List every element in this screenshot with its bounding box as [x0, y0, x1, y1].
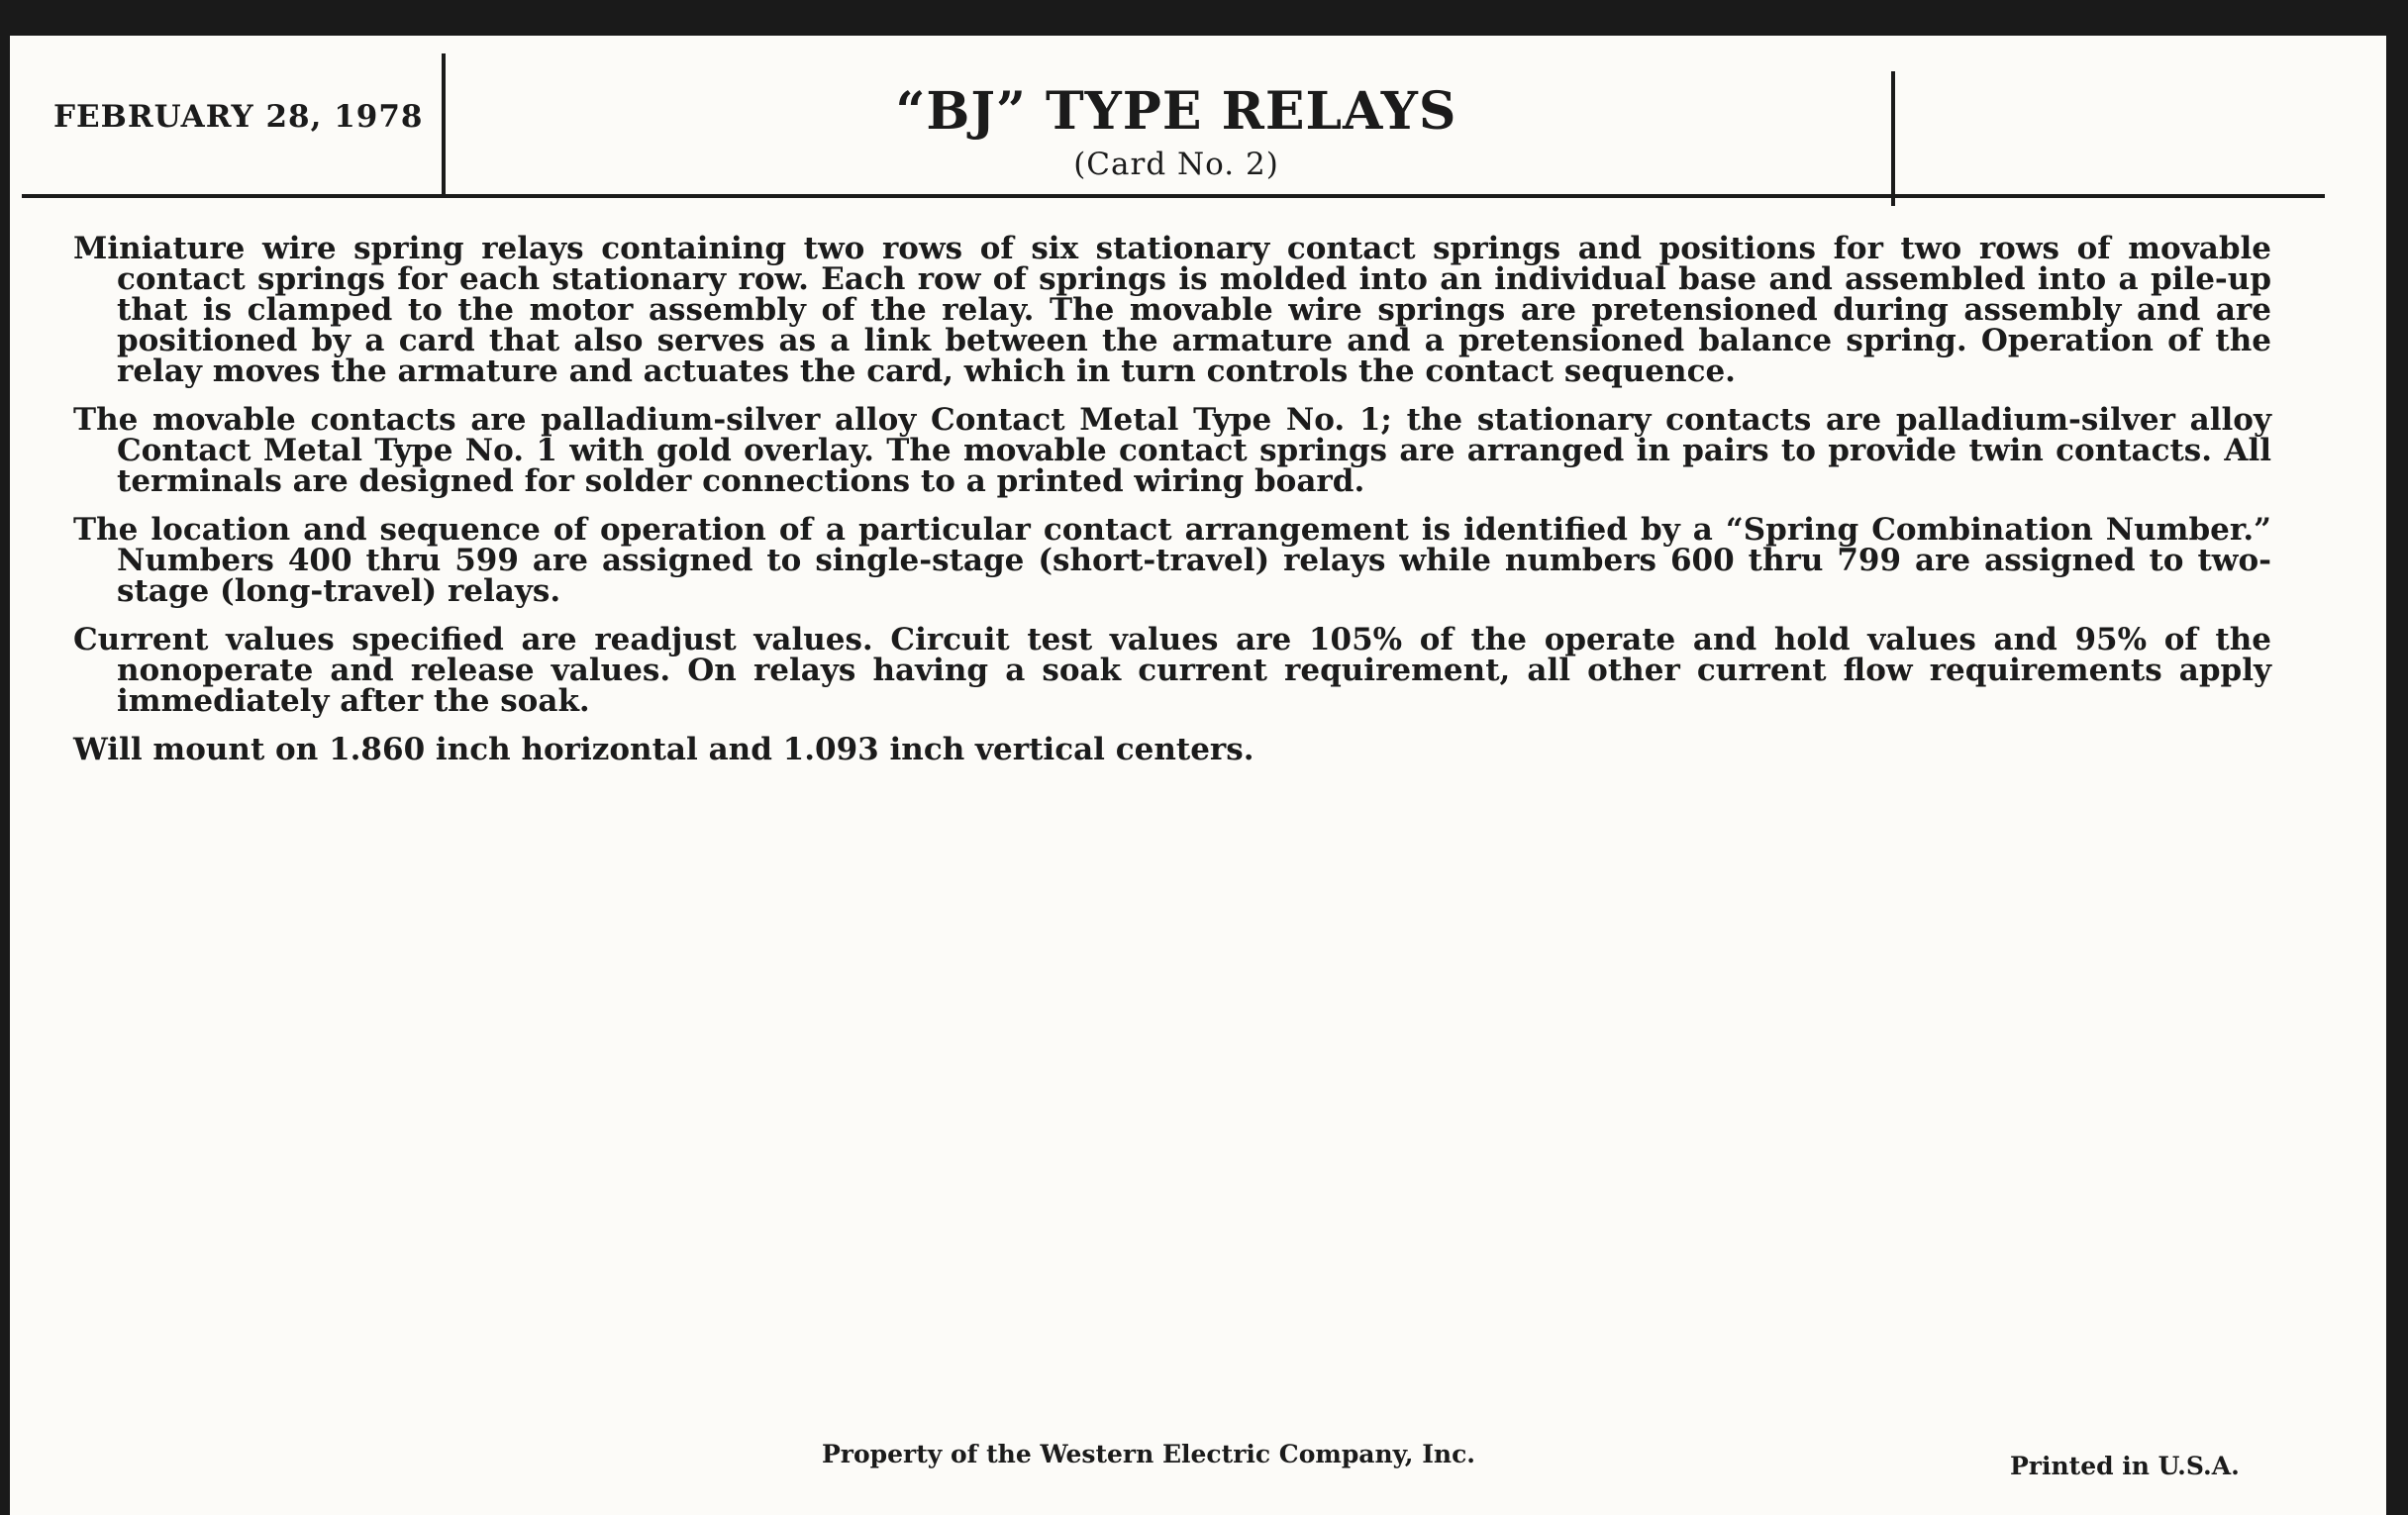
document-card [10, 36, 2386, 1515]
footer-property: Property of the Western Electric Company, Inc. [822, 1440, 1476, 1468]
body-text [73, 231, 2271, 783]
paragraph-description: Miniature wire spring relays containing two rows of six stationary contact springs and positions for two rows of movable contact springs for each stationary row. Each row of springs is molded into an individual base and assembled into a pile-up that is clamped to the motor assembly of the relay. The movable wire springs are pretensioned during assembly and are positioned by a card that also serves as a link between the armature and a pretensioned balance spring. Operation of the relay moves the armature and actuates the card, which in turn controls the contact sequence. [73, 231, 2271, 389]
paragraph-contacts: The movable contacts are palladium-silver alloy Contact Metal Type No. 1; the stationary contacts are palladium-silver alloy Contact Metal Type No. 1 with gold overlay. The movable contact springs are arranged in pairs to provide twin contacts. All terminals are designed for solder connections to a printed wiring board. [73, 402, 2271, 499]
header-divider-left [442, 53, 446, 194]
paragraph-current-values: Current values specified are readjust values. Circuit test values are 105% of the operate and hold values and 95% of the nonoperate and release values. On relays having a soak current requirement, all other current flow requirements apply immediately after the soak. [73, 622, 2271, 719]
header-divider-right [1891, 71, 1895, 206]
footer-printed: Printed in U.S.A. [2010, 1452, 2240, 1480]
header-rule [22, 194, 2325, 198]
document-title: “BJ” TYPE RELAYS [895, 81, 1457, 142]
document-date: FEBRUARY 28, 1978 [53, 99, 424, 135]
paragraph-spring-combination: The location and sequence of operation of a particular contact arrangement is identified by a “Spring Combination Number.” Numbers 400 thru 599 are assigned to single-stage (short-travel) relays while numbers 600 thru 799 are assigned to two-stage (long-travel) relays. [73, 512, 2271, 609]
paragraph-mounting: Will mount on 1.860 inch horizontal and 1.093 inch vertical centers. [73, 732, 1254, 767]
document-subtitle: (Card No. 2) [1073, 147, 1279, 182]
